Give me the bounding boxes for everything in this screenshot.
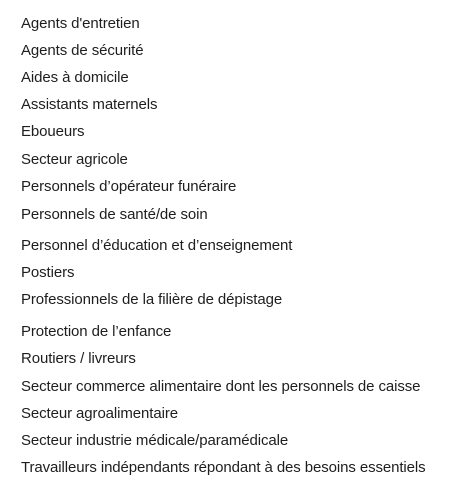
list-item-routiers-livreurs: Routiers / livreurs <box>21 350 136 367</box>
list-item-education-enseignement: Personnel d’éducation et d’enseignement <box>21 237 293 254</box>
list-item-travailleurs-independants: Travailleurs indépendants répondant à des besoins essentiels <box>21 459 426 476</box>
list-item-eboueurs: Eboueurs <box>21 123 85 140</box>
list-item-filiere-depistage: Professionnels de la filière de dépistage <box>21 291 283 308</box>
list-item-commerce-alimentaire: Secteur commerce alimentaire dont les personnels de caisse <box>21 378 421 395</box>
list-item-agroalimentaire: Secteur agroalimentaire <box>21 405 178 422</box>
list-item-protection-enfance: Protection de l’enfance <box>21 323 172 340</box>
list-item-agents-entretien: Agents d'entretien <box>21 15 140 32</box>
list-item-operateur-funeraire: Personnels d’opérateur funéraire <box>21 178 237 195</box>
list-item-aides-domicile: Aides à domicile <box>21 69 129 86</box>
list-item-industrie-medicale: Secteur industrie médicale/paramédicale <box>21 432 289 449</box>
list-item-secteur-agricole: Secteur agricole <box>21 151 128 168</box>
list-item-agents-securite: Agents de sécurité <box>21 42 144 59</box>
list-item-postiers: Postiers <box>21 264 75 281</box>
list-item-sante-soin: Personnels de santé/de soin <box>21 206 208 223</box>
list-item-assistants-maternels: Assistants maternels <box>21 96 158 113</box>
